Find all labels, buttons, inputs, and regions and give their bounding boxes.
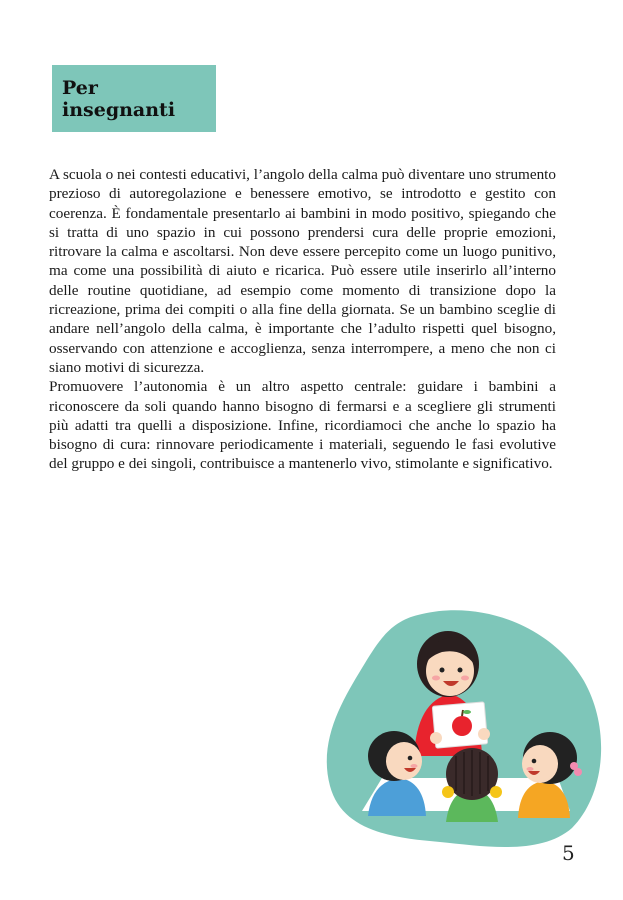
section-heading: Per insegnanti xyxy=(62,76,176,121)
apple xyxy=(452,716,472,736)
body-text xyxy=(49,165,556,474)
paragraph: A scuola o nei contesti educativi, l’angolo della calma può diventare uno strumento prezioso di autoregolazione e benessere emotivo, se introdotto e gestito con coerenza. È fondamentale presentarlo ai bambini in modo positivo, spiegando che si tratta di uno spazio in cui possono prendersi cura delle proprie emozioni, ritrovare la calma e ascoltarsi. Non deve essere percepito come un luogo punitivo, ma come una possibilità di aiuto e ricarica. Può essere utile inserirlo all’interno delle routine quotidiane, ad esempio come momento di transizione dopo la ricreazione, prima dei compiti o alla fine della giornata. Se un bambino sceglie di andare nell’angolo della calma, è importante che l’adulto rispetti quel bisogno, osservando con attenzione e accoglienza, senza interrompere, a meno che non ci siano motivi di sicurezza. xyxy=(49,166,556,376)
section-heading-box xyxy=(52,65,216,132)
page-number: 5 xyxy=(562,841,575,865)
teacher-children-illustration xyxy=(322,606,604,852)
paragraph: Promuovere l’autonomia è un altro aspetto centrale: guidare i bambini a riconoscere da soli quando hanno bisogno di fermarsi e a scegliere gli strumenti più adatti tra quelli a disposizione. Infine, ricordiamoci che anche lo spazio ha bisogno di cura: rinnovare periodicamente i materiali, seguendo le fasi evolutive del gruppo e dei singoli, contribuisce a mantenerlo vivo, stimolante e significativo. xyxy=(49,378,556,473)
